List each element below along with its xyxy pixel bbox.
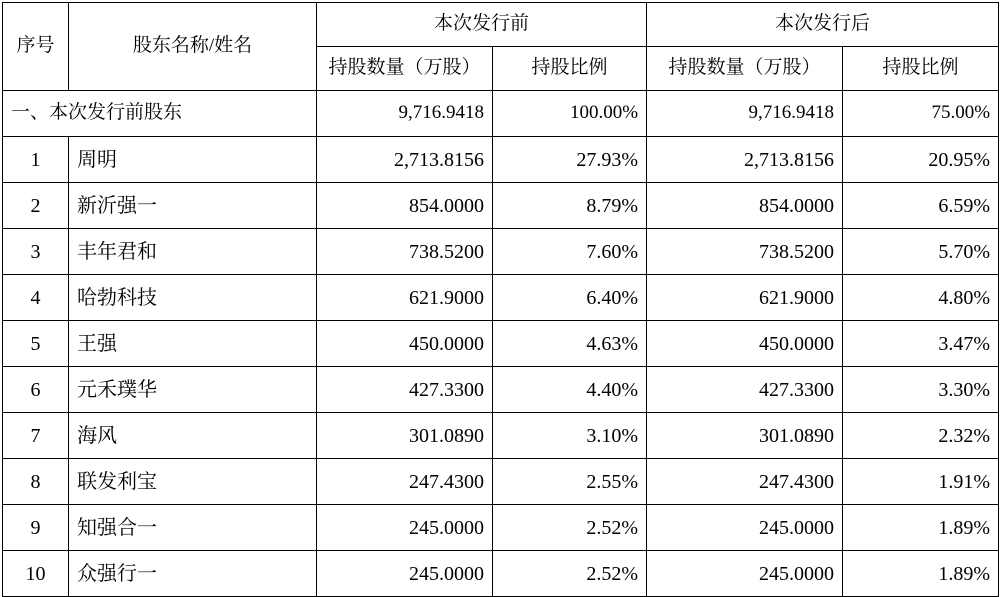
table-row <box>3 367 999 413</box>
row-pre-percent: 8.79% <box>493 183 647 229</box>
row-shareholder-name: 王强 <box>69 321 317 367</box>
summary-pre-quantity: 9,716.9418 <box>317 91 493 137</box>
row-pre-percent: 6.40% <box>493 275 647 321</box>
row-shareholder-name: 新沂强一 <box>69 183 317 229</box>
row-post-percent: 3.30% <box>843 367 999 413</box>
row-index: 5 <box>3 321 69 367</box>
row-pre-quantity: 621.9000 <box>317 275 493 321</box>
summary-section <box>3 91 999 137</box>
row-post-quantity: 245.0000 <box>647 551 843 597</box>
row-index: 8 <box>3 459 69 505</box>
row-post-percent: 2.32% <box>843 413 999 459</box>
row-pre-quantity: 738.5200 <box>317 229 493 275</box>
row-pre-percent: 3.10% <box>493 413 647 459</box>
row-post-percent: 4.80% <box>843 275 999 321</box>
table-row <box>3 275 999 321</box>
row-shareholder-name: 哈勃科技 <box>69 275 317 321</box>
row-post-quantity: 245.0000 <box>647 505 843 551</box>
row-pre-percent: 27.93% <box>493 137 647 183</box>
header-row-top <box>3 3 999 47</box>
row-pre-quantity: 427.3300 <box>317 367 493 413</box>
table-row <box>3 137 999 183</box>
table-row <box>3 551 999 597</box>
header-pre-percent: 持股比例 <box>493 47 647 91</box>
row-pre-quantity: 301.0890 <box>317 413 493 459</box>
row-pre-percent: 2.52% <box>493 505 647 551</box>
row-pre-percent: 2.55% <box>493 459 647 505</box>
row-shareholder-name: 众强行一 <box>69 551 317 597</box>
row-post-percent: 3.47% <box>843 321 999 367</box>
row-pre-quantity: 2,713.8156 <box>317 137 493 183</box>
header-post-quantity: 持股数量（万股） <box>647 47 843 91</box>
table-row <box>3 459 999 505</box>
row-post-quantity: 301.0890 <box>647 413 843 459</box>
summary-pre-percent: 100.00% <box>493 91 647 137</box>
table-row <box>3 321 999 367</box>
table-row <box>3 229 999 275</box>
row-shareholder-name: 丰年君和 <box>69 229 317 275</box>
table-row-summary <box>3 91 999 137</box>
row-pre-percent: 2.52% <box>493 551 647 597</box>
row-pre-percent: 4.63% <box>493 321 647 367</box>
row-post-percent: 1.89% <box>843 551 999 597</box>
row-index: 10 <box>3 551 69 597</box>
row-index: 6 <box>3 367 69 413</box>
row-post-percent: 1.91% <box>843 459 999 505</box>
table-row <box>3 505 999 551</box>
header-group-pre-issue: 本次发行前 <box>317 3 647 47</box>
row-pre-percent: 4.40% <box>493 367 647 413</box>
row-shareholder-name: 联发利宝 <box>69 459 317 505</box>
summary-post-quantity: 9,716.9418 <box>647 91 843 137</box>
row-pre-quantity: 247.4300 <box>317 459 493 505</box>
header-group-post-issue: 本次发行后 <box>647 3 999 47</box>
table-row <box>3 413 999 459</box>
row-pre-percent: 7.60% <box>493 229 647 275</box>
table-body <box>3 137 999 597</box>
header-index: 序号 <box>3 3 69 91</box>
header-post-percent: 持股比例 <box>843 47 999 91</box>
row-pre-quantity: 245.0000 <box>317 551 493 597</box>
summary-label: 一、本次发行前股东 <box>3 91 317 137</box>
header-pre-quantity: 持股数量（万股） <box>317 47 493 91</box>
row-post-quantity: 621.9000 <box>647 275 843 321</box>
header-name: 股东名称/姓名 <box>69 3 317 91</box>
row-pre-quantity: 450.0000 <box>317 321 493 367</box>
table-header <box>3 3 999 91</box>
row-index: 4 <box>3 275 69 321</box>
summary-post-percent: 75.00% <box>843 91 999 137</box>
row-shareholder-name: 周明 <box>69 137 317 183</box>
row-post-quantity: 738.5200 <box>647 229 843 275</box>
row-post-percent: 5.70% <box>843 229 999 275</box>
row-shareholder-name: 元禾璞华 <box>69 367 317 413</box>
row-post-quantity: 854.0000 <box>647 183 843 229</box>
row-index: 1 <box>3 137 69 183</box>
row-post-percent: 6.59% <box>843 183 999 229</box>
shareholder-structure-table <box>2 2 999 597</box>
row-index: 2 <box>3 183 69 229</box>
row-post-percent: 1.89% <box>843 505 999 551</box>
row-pre-quantity: 854.0000 <box>317 183 493 229</box>
row-post-percent: 20.95% <box>843 137 999 183</box>
row-post-quantity: 247.4300 <box>647 459 843 505</box>
row-shareholder-name: 知强合一 <box>69 505 317 551</box>
row-index: 3 <box>3 229 69 275</box>
row-post-quantity: 427.3300 <box>647 367 843 413</box>
row-post-quantity: 450.0000 <box>647 321 843 367</box>
row-post-quantity: 2,713.8156 <box>647 137 843 183</box>
row-pre-quantity: 245.0000 <box>317 505 493 551</box>
row-index: 7 <box>3 413 69 459</box>
table-row <box>3 183 999 229</box>
row-index: 9 <box>3 505 69 551</box>
row-shareholder-name: 海风 <box>69 413 317 459</box>
